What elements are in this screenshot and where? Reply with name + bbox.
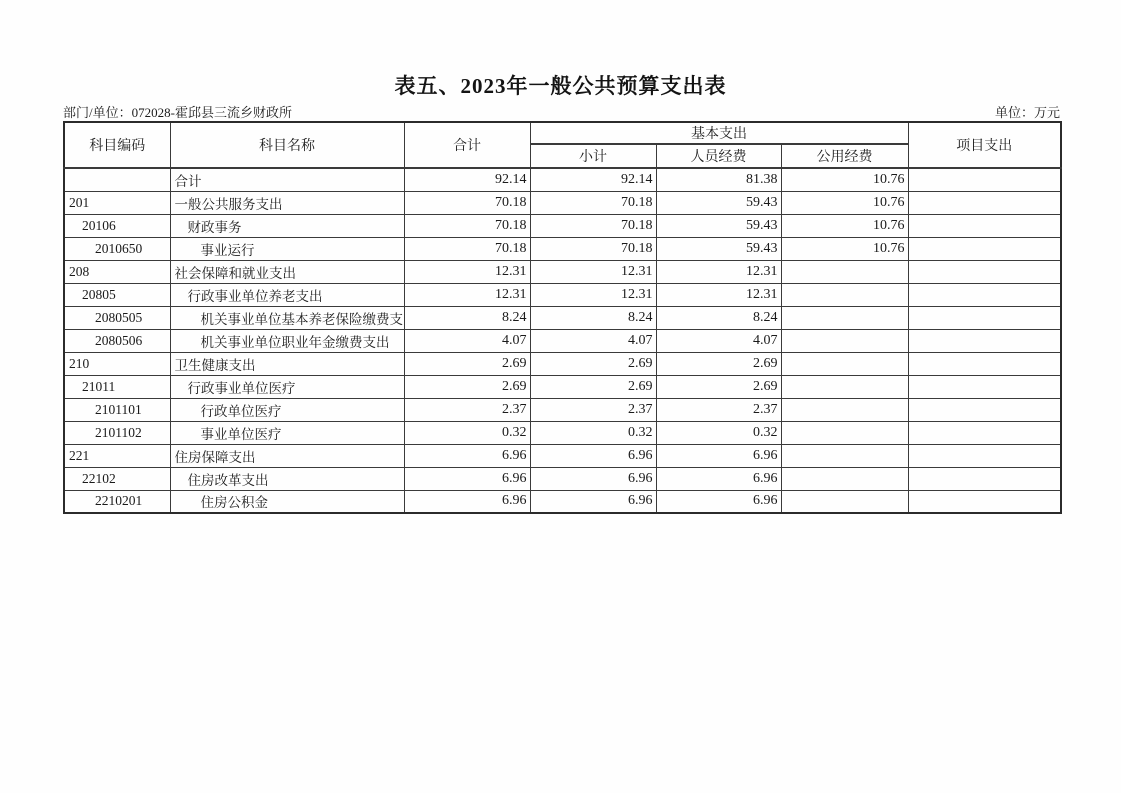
total-cell: 6.96 xyxy=(404,490,530,513)
public-funds-cell xyxy=(781,352,908,375)
subject-name-cell: 机关事业单位基本养老保险缴费支 xyxy=(170,306,404,329)
subject-name-cell: 住房改革支出 xyxy=(170,467,404,490)
basic-subtotal-cell: 2.69 xyxy=(530,352,656,375)
subject-name-cell: 行政事业单位养老支出 xyxy=(170,283,404,306)
basic-subtotal-cell: 70.18 xyxy=(530,214,656,237)
public-funds-cell xyxy=(781,283,908,306)
public-funds-cell xyxy=(781,490,908,513)
table-row xyxy=(64,467,1061,490)
meta-row xyxy=(63,102,1060,121)
subject-name-cell: 卫生健康支出 xyxy=(170,352,404,375)
subject-code-cell: 22102 xyxy=(64,467,170,490)
subject-code-cell: 201 xyxy=(64,191,170,214)
subject-name-cell: 行政单位医疗 xyxy=(170,398,404,421)
basic-subtotal-cell: 12.31 xyxy=(530,260,656,283)
subject-name-cell: 社会保障和就业支出 xyxy=(170,260,404,283)
subject-code-cell: 2101101 xyxy=(64,398,170,421)
currency-unit-label: 单位：万元 xyxy=(994,105,1060,120)
subject-code-cell: 2080506 xyxy=(64,329,170,352)
public-funds-cell: 10.76 xyxy=(781,214,908,237)
total-cell: 12.31 xyxy=(404,283,530,306)
total-cell: 12.31 xyxy=(404,260,530,283)
basic-subtotal-cell: 70.18 xyxy=(530,237,656,260)
total-cell: 92.14 xyxy=(404,168,530,191)
personnel-funds-cell: 2.69 xyxy=(656,352,781,375)
subject-code-cell: 210 xyxy=(64,352,170,375)
table-row xyxy=(64,283,1061,306)
basic-subtotal-cell: 92.14 xyxy=(530,168,656,191)
public-funds-cell xyxy=(781,421,908,444)
public-funds-cell xyxy=(781,444,908,467)
total-cell: 6.96 xyxy=(404,467,530,490)
subject-code-cell: 2010650 xyxy=(64,237,170,260)
basic-subtotal-cell: 6.96 xyxy=(530,467,656,490)
subject-code-cell xyxy=(64,168,170,191)
project-expenditure-cell xyxy=(908,306,1061,329)
public-funds-cell: 10.76 xyxy=(781,191,908,214)
subject-name-cell: 住房保障支出 xyxy=(170,444,404,467)
subject-code-cell: 221 xyxy=(64,444,170,467)
subject-code-cell: 2101102 xyxy=(64,421,170,444)
personnel-funds-cell: 12.31 xyxy=(656,260,781,283)
table-row xyxy=(64,168,1061,191)
personnel-funds-cell: 59.43 xyxy=(656,237,781,260)
subject-name-cell: 财政事务 xyxy=(170,214,404,237)
subject-name-cell: 行政事业单位医疗 xyxy=(170,375,404,398)
total-cell: 6.96 xyxy=(404,444,530,467)
header-basic-subtotal: 小计 xyxy=(530,144,656,168)
total-cell: 70.18 xyxy=(404,191,530,214)
project-expenditure-cell xyxy=(908,398,1061,421)
table-row xyxy=(64,398,1061,421)
header-subject-code: 科目编码 xyxy=(64,122,170,168)
table-row xyxy=(64,191,1061,214)
public-funds-cell: 10.76 xyxy=(781,168,908,191)
total-cell: 70.18 xyxy=(404,237,530,260)
subject-code-cell: 2210201 xyxy=(64,490,170,513)
basic-subtotal-cell: 8.24 xyxy=(530,306,656,329)
total-cell: 2.37 xyxy=(404,398,530,421)
header-project-expenditure: 项目支出 xyxy=(908,122,1061,168)
basic-subtotal-cell: 4.07 xyxy=(530,329,656,352)
personnel-funds-cell: 0.32 xyxy=(656,421,781,444)
total-cell: 8.24 xyxy=(404,306,530,329)
project-expenditure-cell xyxy=(908,421,1061,444)
subject-code-cell: 21011 xyxy=(64,375,170,398)
header-public-funds: 公用经费 xyxy=(781,144,908,168)
department-unit-label: 部门/单位：072028-霍邱县三流乡财政所 xyxy=(63,105,292,120)
basic-subtotal-cell: 2.69 xyxy=(530,375,656,398)
project-expenditure-cell xyxy=(908,490,1061,513)
project-expenditure-cell xyxy=(908,237,1061,260)
subject-name-cell: 合计 xyxy=(170,168,404,191)
budget-table xyxy=(63,121,1062,514)
subject-code-cell: 20805 xyxy=(64,283,170,306)
subject-name-cell: 一般公共服务支出 xyxy=(170,191,404,214)
budget-table-header xyxy=(64,122,1061,168)
personnel-funds-cell: 6.96 xyxy=(656,467,781,490)
subject-code-cell: 2080505 xyxy=(64,306,170,329)
total-cell: 70.18 xyxy=(404,214,530,237)
public-funds-cell: 10.76 xyxy=(781,237,908,260)
public-funds-cell xyxy=(781,329,908,352)
personnel-funds-cell: 2.37 xyxy=(656,398,781,421)
total-cell: 0.32 xyxy=(404,421,530,444)
project-expenditure-cell xyxy=(908,444,1061,467)
basic-subtotal-cell: 12.31 xyxy=(530,283,656,306)
public-funds-cell xyxy=(781,260,908,283)
header-total: 合计 xyxy=(404,122,530,168)
total-cell: 4.07 xyxy=(404,329,530,352)
page-title: 表五、2023年一般公共预算支出表 xyxy=(394,74,727,98)
header-basic-expenditure-group: 基本支出 xyxy=(530,122,908,144)
budget-table-body xyxy=(64,168,1061,513)
personnel-funds-cell: 6.96 xyxy=(656,444,781,467)
project-expenditure-cell xyxy=(908,375,1061,398)
table-row xyxy=(64,490,1061,513)
table-row xyxy=(64,260,1061,283)
basic-subtotal-cell: 6.96 xyxy=(530,490,656,513)
table-row xyxy=(64,352,1061,375)
total-cell: 2.69 xyxy=(404,352,530,375)
subject-name-cell: 住房公积金 xyxy=(170,490,404,513)
public-funds-cell xyxy=(781,398,908,421)
subject-name-cell: 事业单位医疗 xyxy=(170,421,404,444)
subject-code-cell: 208 xyxy=(64,260,170,283)
total-cell: 2.69 xyxy=(404,375,530,398)
personnel-funds-cell: 2.69 xyxy=(656,375,781,398)
subject-name-cell: 机关事业单位职业年金缴费支出 xyxy=(170,329,404,352)
table-row xyxy=(64,421,1061,444)
project-expenditure-cell xyxy=(908,329,1061,352)
project-expenditure-cell xyxy=(908,214,1061,237)
header-subject-name: 科目名称 xyxy=(170,122,404,168)
personnel-funds-cell: 59.43 xyxy=(656,191,781,214)
table-row xyxy=(64,214,1061,237)
personnel-funds-cell: 4.07 xyxy=(656,329,781,352)
public-funds-cell xyxy=(781,467,908,490)
project-expenditure-cell xyxy=(908,168,1061,191)
public-funds-cell xyxy=(781,375,908,398)
table-row xyxy=(64,306,1061,329)
project-expenditure-cell xyxy=(908,191,1061,214)
project-expenditure-cell xyxy=(908,467,1061,490)
project-expenditure-cell xyxy=(908,260,1061,283)
personnel-funds-cell: 6.96 xyxy=(656,490,781,513)
table-row xyxy=(64,444,1061,467)
public-funds-cell xyxy=(781,306,908,329)
personnel-funds-cell: 81.38 xyxy=(656,168,781,191)
personnel-funds-cell: 8.24 xyxy=(656,306,781,329)
personnel-funds-cell: 59.43 xyxy=(656,214,781,237)
basic-subtotal-cell: 0.32 xyxy=(530,421,656,444)
subject-name-cell: 事业运行 xyxy=(170,237,404,260)
table-row xyxy=(64,375,1061,398)
header-personnel-funds: 人员经费 xyxy=(656,144,781,168)
basic-subtotal-cell: 70.18 xyxy=(530,191,656,214)
basic-subtotal-cell: 2.37 xyxy=(530,398,656,421)
personnel-funds-cell: 12.31 xyxy=(656,283,781,306)
project-expenditure-cell xyxy=(908,283,1061,306)
table-row xyxy=(64,237,1061,260)
table-row xyxy=(64,329,1061,352)
project-expenditure-cell xyxy=(908,352,1061,375)
subject-code-cell: 20106 xyxy=(64,214,170,237)
basic-subtotal-cell: 6.96 xyxy=(530,444,656,467)
